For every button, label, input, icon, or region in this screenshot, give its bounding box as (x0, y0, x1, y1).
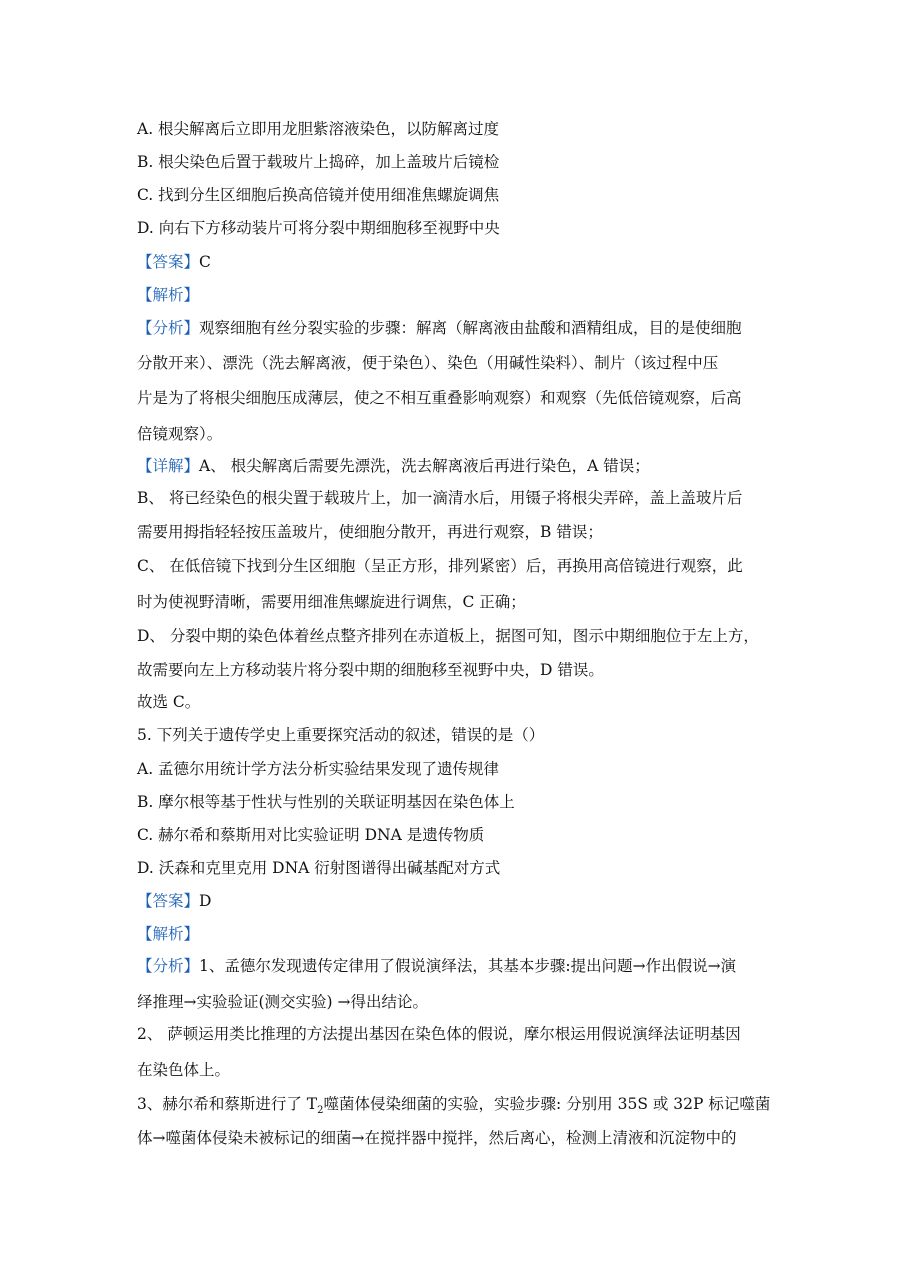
q5-fenxi-line-4: 在染色体上。 (137, 1061, 231, 1079)
q5-stem: 5. 下列关于遗传学史上重要探究活动的叙述，错误的是（） (137, 726, 545, 744)
q4-fenxi-line-3: 片是为了将根尖细胞压成薄层，使之不相互重叠影响观察）和观察（先低倍镜观察，后高 (137, 389, 742, 407)
q5-fenxi-text-5a: 3、赫尔希和蔡斯进行了 T (137, 1095, 318, 1113)
q5-fenxi-text-5b: 噬菌体侵染细菌的实验，实验步骤: 分别用 35S 或 32P 标记噬菌 (323, 1095, 771, 1113)
q5-option-d: D. 沃森和克里克用 DNA 衍射图谱得出碱基配对方式 (137, 859, 501, 877)
q4-option-d: D. 向右下方移动装片可将分裂中期细胞移至视野中央 (137, 219, 500, 237)
q5-option-b: B. 摩尔根等基于性状与性别的关联证明基因在染色体上 (137, 793, 515, 811)
q4-xiangjie-text-1: A、 根尖解离后需要先漂洗，洗去解离液后再进行染色，A 错误； (199, 457, 650, 475)
q5-fenxi-line-1 (137, 956, 736, 976)
q5-answer: D (199, 892, 212, 910)
q5-option-a: A. 孟德尔用统计学方法分析实验结果发现了遗传规律 (137, 760, 500, 778)
q5-answer-line (137, 891, 211, 911)
q5-option-c: C. 赫尔希和蔡斯用对比实验证明 DNA 是遗传物质 (137, 826, 485, 844)
q5-fenxi-line-3: 2、 萨顿运用类比推理的方法提出基因在染色体的假说，摩尔根运用假说演绎法证明基因 (137, 1025, 741, 1043)
q4-fenxi-line-1 (137, 318, 742, 338)
q5-fenxi-line-5 (137, 1094, 770, 1121)
q5-fenxi-line-6: 体→噬菌体侵染未被标记的细菌→在搅拌器中搅拌，然后离心，检测上清液和沉淀物中的 (137, 1129, 737, 1147)
q4-answer: C (199, 253, 211, 271)
q4-analysis-tag: 【解析】 (137, 286, 200, 304)
q4-conclusion: 故选 C。 (137, 693, 201, 711)
q5-analysis-tag: 【解析】 (137, 925, 200, 943)
q4-option-a: A. 根尖解离后立即用龙胆紫溶液染色，以防解离过度 (137, 120, 500, 138)
q4-xiangjie-line-5: 时为使视野清晰，需要用细准焦螺旋进行调焦，C 正确； (137, 593, 526, 611)
q4-fenxi-text-1: 观察细胞有丝分裂实验的步骤：解离（解离液由盐酸和酒精组成，目的是使细胞 (199, 319, 742, 337)
q4-answer-line (137, 252, 211, 272)
q5-fenxi-line-2: 绎推理→实验验证(测交实验) →得出结论。 (137, 993, 428, 1011)
q4-xiangjie-line-3: 需要用拇指轻轻按压盖玻片，使细胞分散开，再进行观察，B 错误； (137, 523, 603, 541)
q4-option-b: B. 根尖染色后置于载玻片上捣碎，加上盖玻片后镜检 (137, 153, 500, 171)
fenxi-tag: 【分析】 (137, 319, 200, 337)
q4-option-c: C. 找到分生区细胞后换高倍镜并使用细准焦螺旋调焦 (137, 186, 500, 204)
q4-xiangjie-line-4: C、 在低倍镜下找到分生区细胞（呈正方形，排列紧密）后，再换用高倍镜进行观察，此 (137, 557, 743, 575)
fenxi-tag: 【分析】 (137, 957, 200, 975)
answer-tag: 【答案】 (137, 253, 200, 271)
q4-fenxi-line-4: 倍镜观察）。 (137, 425, 223, 443)
q4-xiangjie-line-2: B、 将已经染色的根尖置于载玻片上，加一滴清水后，用镊子将根尖弄碎，盖上盖玻片后 (137, 489, 743, 507)
q4-xiangjie-line-7: 故需要向左上方移动装片将分裂中期的细胞移至视野中央，D 错误。 (137, 661, 604, 679)
q4-xiangjie-line-1 (137, 456, 650, 476)
subscript-2: 2 (317, 1105, 324, 1117)
xiangjie-tag: 【详解】 (137, 457, 200, 475)
q4-xiangjie-line-6: D、 分裂中期的染色体着丝点整齐排列在赤道板上，据图可知，图示中期细胞位于左上方， (137, 627, 759, 645)
q4-fenxi-line-2: 分散开来）、漂洗（洗去解离液，便于染色）、染色（用碱性染料）、制片（该过程中压 (137, 354, 719, 372)
q5-fenxi-text-1: 1、孟德尔发现遗传定律用了假说演绎法，其基本步骤:提出问题→作出假说→演 (199, 957, 737, 975)
answer-tag: 【答案】 (137, 892, 200, 910)
